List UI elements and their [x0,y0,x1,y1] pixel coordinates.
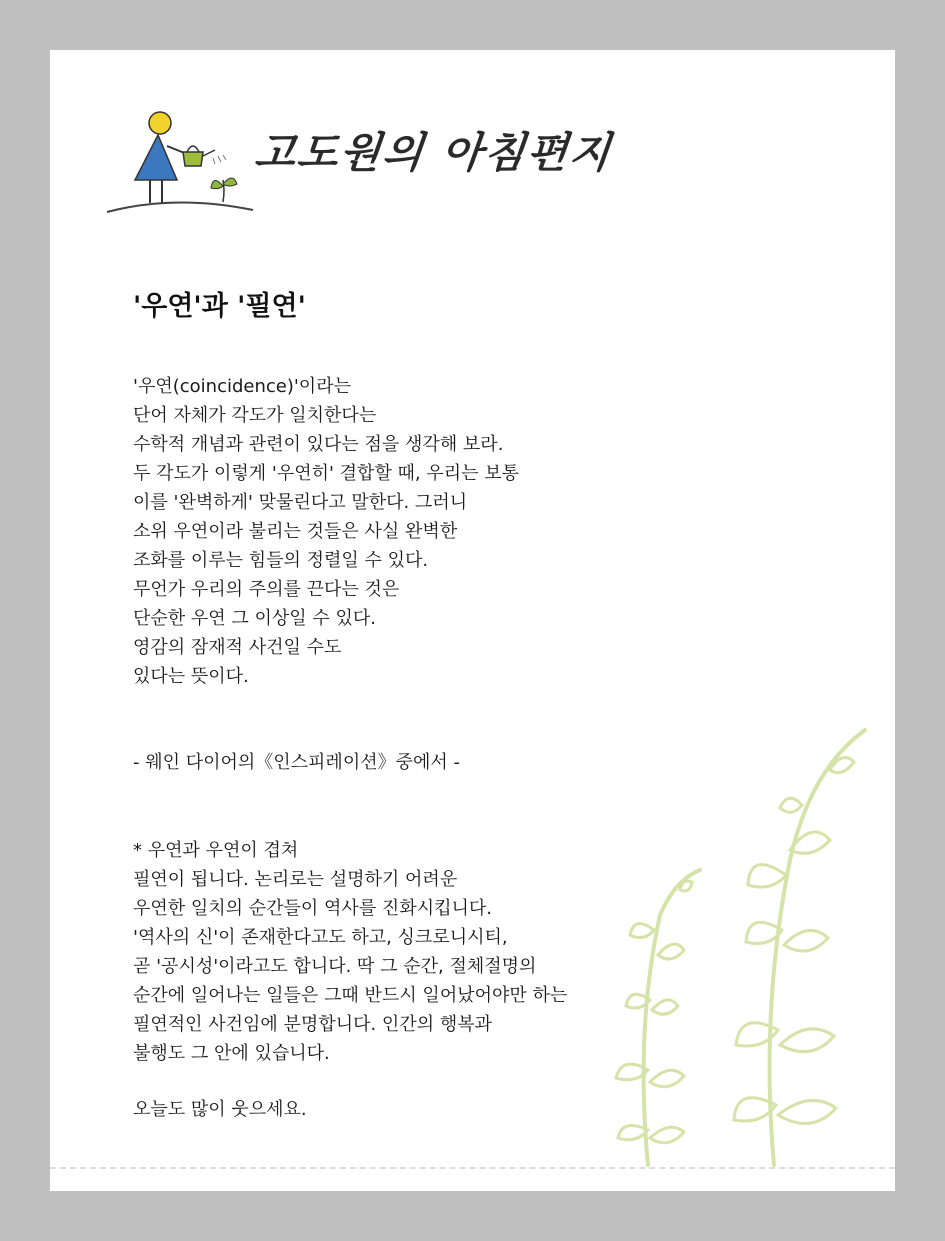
quote-line: 이를 '완벽하게' 맞물린다고 말한다. 그러니 [133,492,468,513]
source-line: - 웨인 다이어의《인스피레이션》중에서 - [133,752,460,773]
quote-line: 있다는 뜻이다. [133,666,249,687]
quote-block [133,372,519,691]
commentary-line: 곧 '공시성'이라고도 합니다. 딱 그 순간, 절체절명의 [133,956,537,977]
commentary-line: 불행도 그 안에 있습니다. [133,1043,330,1064]
commentary-line: * 우연과 우연이 겹쳐 [133,840,299,861]
commentary-line: 필연적인 사건임에 분명합니다. 인간의 행복과 [133,1014,492,1035]
letter-page [50,50,895,1191]
quote-line: 두 각도가 이렇게 '우연히' 결합할 때, 우리는 보통 [133,463,520,484]
gardener-illustration [105,108,255,218]
quote-source [133,748,460,777]
quote-line: 단어 자체가 각도가 일치한다는 [133,405,377,426]
quote-line: '우연(coincidence)'이라는 [133,376,351,397]
quote-line: 수학적 개념과 관련이 있다는 점을 생각해 보라. [133,434,504,455]
quote-line: 무언가 우리의 주의를 끈다는 것은 [133,579,400,600]
commentary-block [133,836,567,1068]
closing-line: 오늘도 많이 웃으세요. [133,1099,307,1120]
commentary-line: 순간에 일어나는 일들은 그때 반드시 일어났어야만 하는 [133,985,568,1006]
letter-title: '우연'과 '필연' [133,291,306,322]
closing-block [133,1095,307,1124]
vine-decoration [550,710,880,1170]
quote-line: 소위 우연이라 불리는 것들은 사실 완벽한 [133,521,458,542]
commentary-line: '역사의 신'이 존재한다고도 하고, 싱크로니시티, [133,927,508,948]
quote-line: 영감의 잠재적 사건일 수도 [133,637,342,658]
commentary-line: 우연한 일치의 순간들이 역사를 진화시킵니다. [133,898,492,919]
quote-line: 단순한 우연 그 이상일 수 있다. [133,608,376,629]
quote-line: 조화를 이루는 힘들의 정렬일 수 있다. [133,550,429,571]
footer-divider [50,1167,895,1169]
logo [105,108,645,218]
logo-title: 고도원의 아침편지 [252,128,615,177]
commentary-line: 필연이 됩니다. 논리로는 설명하기 어려운 [133,869,458,890]
